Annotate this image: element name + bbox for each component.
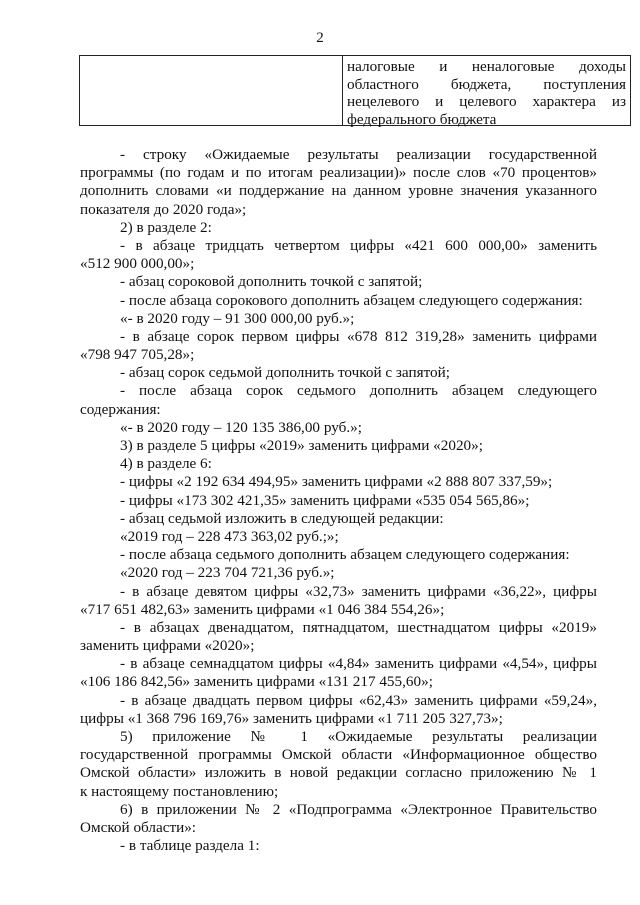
text-line: к настоящему постановлению;: [80, 782, 279, 800]
document-body: [80, 146, 597, 855]
text-line: Омской области»:: [80, 818, 197, 836]
text-line: - после абзаца сорок седьмого дополнить абзацем следующего: [120, 382, 597, 400]
text-line: 5) приложение № 1 «Ожидаемые результаты реализации: [120, 728, 597, 745]
text-line: «717 651 482,63» заменить цифрами «1 046 384 554,26»;: [80, 600, 445, 618]
text-line: - в абзаце двадцать первом цифры «62,43» заменить цифрами «59,24»,: [120, 691, 597, 709]
text-line: цифры «1 368 796 169,76» заменить цифрами «1 711 205 327,73»;: [80, 709, 503, 727]
text-line: дополнить словами «и поддержание на данном уровне значения указанного: [80, 182, 597, 200]
table-cell-line: нецелевого и целевого характера из: [347, 93, 626, 110]
text-line: Омской области» изложить в новой редакции согласно приложению № 1: [80, 764, 597, 782]
text-line: - абзац сороковой дополнить точкой с запятой;: [120, 273, 423, 291]
table-cell-text: [343, 56, 630, 128]
table-cell-line: областного бюджета, поступления: [347, 75, 626, 93]
text-line: - абзац сорок седьмой дополнить точкой с запятой;: [120, 364, 450, 382]
continuation-table: [79, 55, 631, 126]
page-number: 2: [316, 30, 324, 46]
text-line: 4) в разделе 6:: [120, 455, 212, 473]
text-line: - абзац седьмой изложить в следующей редакции:: [120, 509, 444, 527]
text-line: содержания:: [80, 400, 161, 418]
text-line: - в таблице раздела 1:: [120, 837, 260, 855]
text-line: 6) в приложении № 2 «Подпрограмма «Электронное Правительство: [120, 800, 597, 818]
text-line: - строку «Ожидаемые результаты реализации государственной: [120, 146, 597, 163]
text-line: «2020 год – 223 704 721,36 руб.»;: [120, 564, 335, 582]
text-line: «- в 2020 году – 91 300 000,00 руб.»;: [120, 309, 355, 327]
table-cell-line: налоговые и неналоговые доходы: [347, 58, 626, 75]
text-line: программы (по годам и по итогам реализации)» после слов «70 процентов»: [80, 164, 597, 182]
text-line: - после абзаца седьмого дополнить абзацем следующего содержания:: [120, 546, 570, 564]
text-line: - в абзаце девятом цифры «32,73» заменить цифрами «36,22», цифры: [120, 582, 597, 600]
text-line: заменить цифрами «2020»;: [80, 637, 255, 655]
text-line: - цифры «173 302 421,35» заменить цифрами «535 054 565,86»;: [120, 491, 530, 509]
text-line: - в абзаце тридцать четвертом цифры «421 600 000,00» заменить: [120, 236, 597, 254]
text-line: - в абзацах двенадцатом, пятнадцатом, шестнадцатом цифры «2019»: [120, 618, 597, 636]
text-line: показателя до 2020 года»;: [80, 200, 247, 218]
text-line: «2019 год – 228 473 363,02 руб.;»;: [120, 527, 339, 545]
text-line: «512 900 000,00»;: [80, 255, 195, 273]
text-line: «798 947 705,28»;: [80, 346, 195, 364]
table-cell-empty: [80, 56, 343, 125]
text-line: «- в 2020 году – 120 135 386,00 руб.»;: [120, 418, 362, 436]
table-cell-line: федерального бюджета: [347, 110, 497, 128]
text-line: 3) в разделе 5 цифры «2019» заменить цифрами «2020»;: [120, 437, 483, 454]
text-line: 2) в разделе 2:: [120, 218, 212, 236]
text-line: государственной программы Омской области «Информационное общество: [80, 746, 597, 764]
text-line: - после абзаца сорокового дополнить абзацем следующего содержания:: [120, 291, 583, 309]
text-line: - в абзаце сорок первом цифры «678 812 319,28» заменить цифрами: [120, 327, 597, 345]
text-line: - цифры «2 192 634 494,95» заменить цифрами «2 888 807 337,59»;: [120, 473, 553, 491]
text-line: - в абзаце семнадцатом цифры «4,84» заменить цифрами «4,54», цифры: [120, 655, 597, 673]
text-line: «106 186 842,56» заменить цифрами «131 217 455,60»;: [80, 673, 433, 691]
